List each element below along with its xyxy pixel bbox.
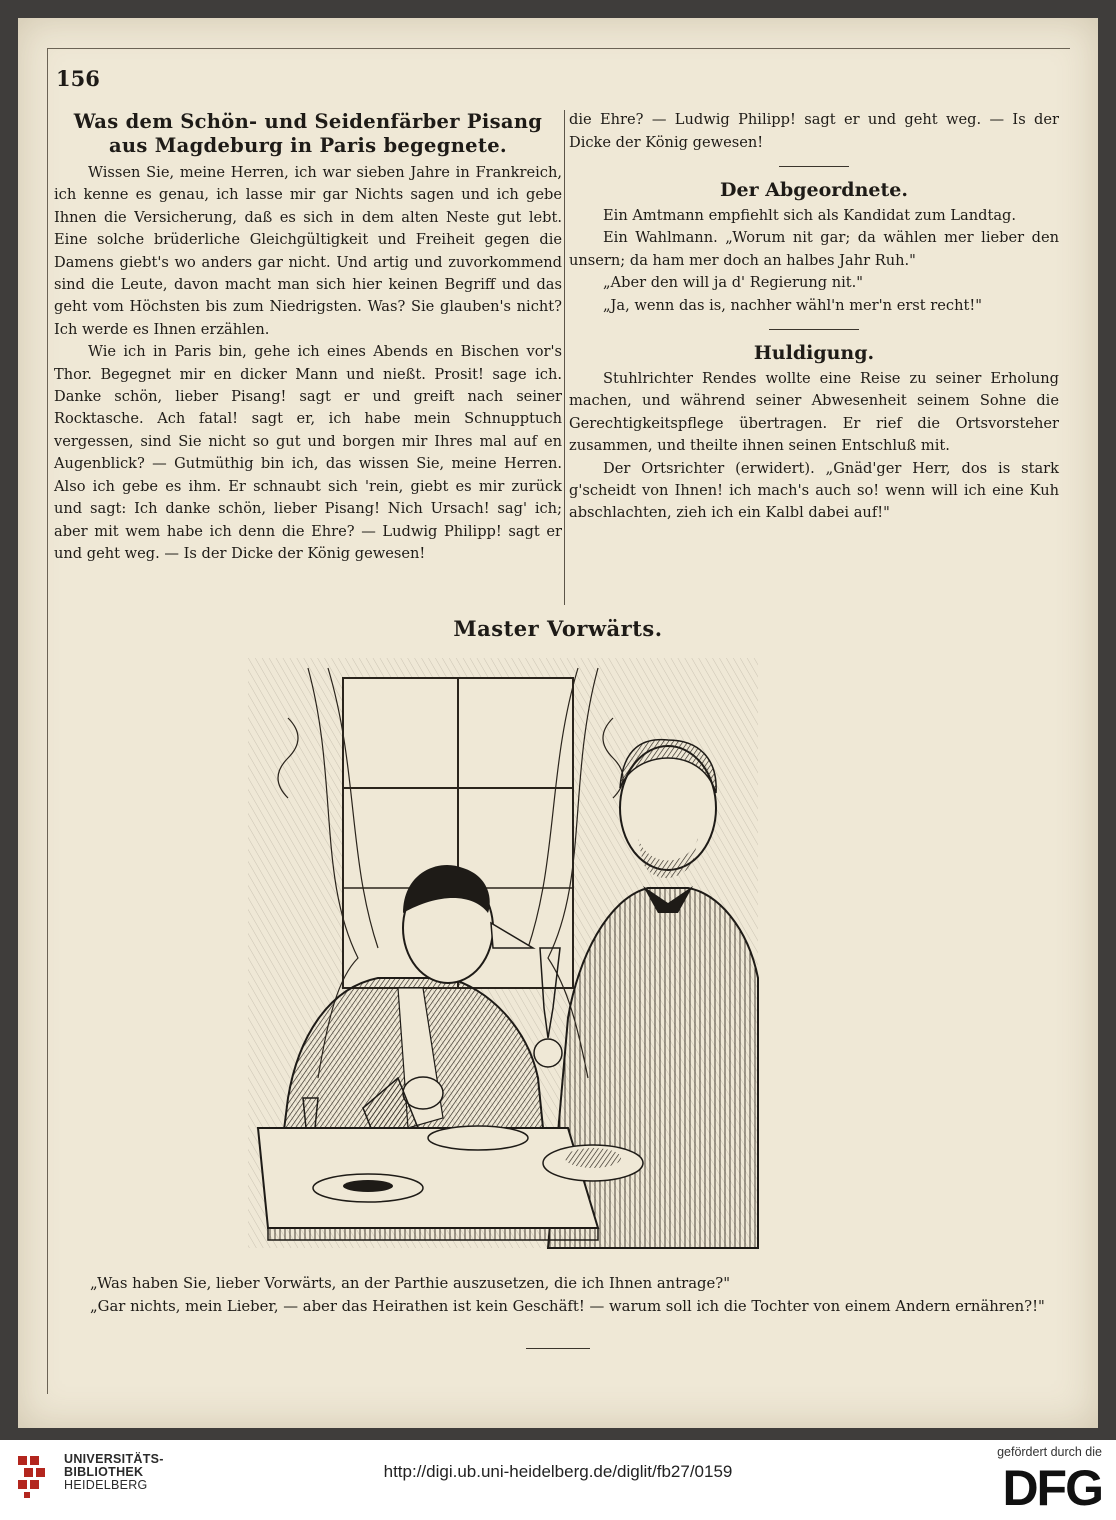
- caption-line: „Was haben Sie, lieber Vorwärts, an der Parthie auszusetzen, die ich Ihnen antrage?": [90, 1275, 731, 1292]
- pisang-continuation-text: die Ehre? — Ludwig Philipp! sagt er und geht weg. — Is der Dicke der König gewesen!: [569, 111, 1059, 151]
- pisang-title-line2: aus Magdeburg in Paris begegnete.: [109, 134, 507, 157]
- dfg-logo: DFG: [1002, 1460, 1102, 1516]
- abgeordnete-title: Der Abgeordnete.: [720, 179, 908, 201]
- huldigung-title: Huldigung.: [753, 342, 875, 365]
- library-name-line: UNIVERSITÄTS-: [64, 1452, 164, 1466]
- pisang-paragraph: Wissen Sie, meine Herren, ich war sieben Jahre in Frankreich, ich kenne es genau, ich lasse mir gar Nichts sagen und ich gebe Ihnen die Versicherung, daß es sich in dem alten Neste gut lebt. Eine solche brüderliche Gleichgültigkeit und Freiheit gegen die Damens giebt's wo anders gar nicht. Und artig und zuvorkommend sind die Leute, davon macht man sich hier keinen Begriff und das geht vom Höchsten bis zum Niedrigsten. Was? Sie glauben's nicht? Ich werde es Ihnen erzählen.: [54, 164, 562, 338]
- huldigung-paragraph: Der Ortsrichter (erwidert). „Gnäd'ger Herr, dos is stark g'scheidt von Ihnen! ich mach's auch so! wenn will ich eine Kuh abschlachten, zieh ich ein Kalbl dabei auf!": [569, 459, 1059, 522]
- engraving-illustration: [248, 658, 758, 1248]
- abgeordnete-paragraph: „Ja, wenn das is, nachher wähl'n mer'n erst recht!": [603, 296, 982, 314]
- abgeordnete-paragraph: Ein Wahlmann. „Worum nit gar; da wählen mer lieber den unsern; da ham mer doch an halbes Jahr Ruh.": [569, 229, 1059, 269]
- funding-note: gefördert durch die: [997, 1445, 1102, 1459]
- footer-bar: [0, 1440, 1116, 1520]
- pisang-title: [54, 110, 562, 158]
- illustration-title: Master Vorwärts.: [453, 616, 663, 641]
- pisang-paragraph-continued: [569, 110, 1059, 154]
- left-column: [54, 110, 562, 562]
- bottom-rule: [526, 1348, 590, 1349]
- abgeordnete-paragraph: Ein Amtmann empfiehlt sich als Kandidat zum Landtag.: [603, 207, 1017, 224]
- library-name-line: BIBLIOTHEK: [64, 1465, 144, 1479]
- library-name-line: HEIDELBERG: [64, 1478, 148, 1492]
- pisang-title-line1: Was dem Schön- und Seidenfärber Pisang: [73, 110, 543, 133]
- pisang-paragraph: Wie ich in Paris bin, gehe ich eines Abends en Bischen vor's Thor. Begegnet mir en dicker Mann und nießt. Prosit! sage ich. Danke schön, lieber Pisang! sagt er und greift nach seiner Rocktasche. Ach fatal! sagt er, ich habe mein Schnupptuch vergessen, sind Sie nicht so gut und borgen mir Ihres mal auf en Augenblick? — Gutmüthig bin ich, das wissen Sie, meine Herren. Also ich gebe es ihm. Er schnaubt sich 'rein, giebt es mir zurück und sagt: Ich danke schön, lieber Pisang! Nich Ursach! sag' ich; aber mit wem habe ich denn die Ehre? — Ludwig Philipp! sagt er und geht weg. — Is der Dicke der König gewesen!: [54, 343, 562, 562]
- section-rule: [769, 329, 859, 330]
- abgeordnete-paragraph: „Aber den will ja d' Regierung nit.": [603, 274, 864, 292]
- right-column: [569, 110, 1059, 525]
- permalink-url[interactable]: http://digi.ub.uni-heidelberg.de/diglit/fb27/0159: [383, 1462, 733, 1481]
- huldigung-paragraph: Stuhlrichter Rendes wollte eine Reise zu seiner Erholung machen, und während seiner Abwesenheit seinem Sohne die Gerechtigkeitspflege übertragen. Er rief die Ortsvorsteher zusammen, und theilte ihnen seinen Entschluß mit.: [569, 370, 1059, 455]
- scanned-page: [18, 18, 1098, 1428]
- page-number: 156: [56, 66, 100, 91]
- caption-line: „Gar nichts, mein Lieber, — aber das Heirathen ist kein Geschäft! — warum soll ich die Tochter von einem Andern ernähren?!": [90, 1297, 1045, 1315]
- column-divider: [564, 110, 565, 605]
- section-rule: [779, 166, 849, 167]
- illustration-caption: [54, 1273, 1059, 1318]
